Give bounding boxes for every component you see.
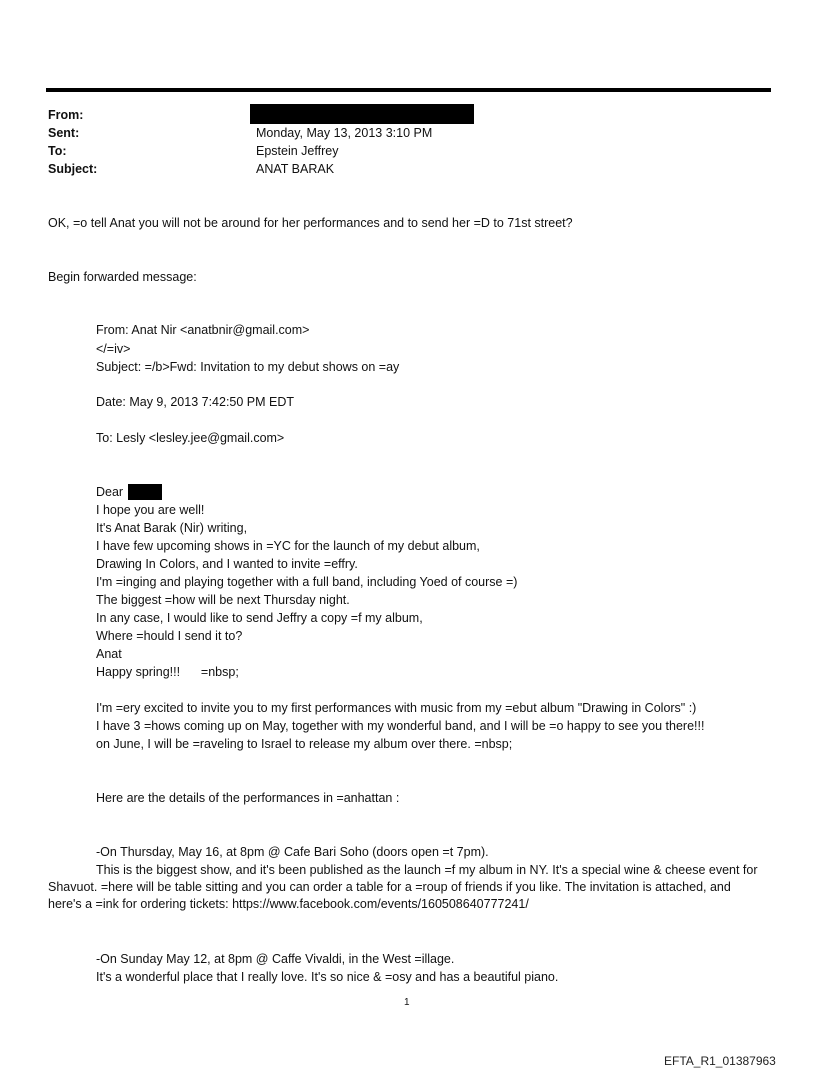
fwd-from: From: Anat Nir <anatbnir@gmail.com>	[96, 323, 310, 337]
sent-label: Sent:	[48, 126, 80, 140]
to-value: Epstein Jeffrey	[256, 144, 339, 158]
show2-description: It's a wonderful place that I really love. It's so nice & =osy and has a beautiful piano.	[96, 970, 559, 984]
intro-line: OK, =o tell Anat you will not be around for her performances and to send her =D to 71st street?	[48, 216, 573, 230]
show2-title: -On Sunday May 12, at 8pm @ Caffe Vivaldi, in the West =illage.	[96, 952, 455, 966]
header-rule	[46, 88, 771, 92]
subject-label: Subject:	[48, 162, 98, 176]
fwd-subject: Subject: =/b>Fwd: Invitation to my debut shows on =ay	[96, 360, 400, 374]
fwd-to: To: Lesly <lesley.jee@gmail.com>	[96, 431, 285, 445]
forward-intro: Begin forwarded message:	[48, 270, 197, 284]
message-line: The biggest =how will be next Thursday night.	[96, 593, 350, 607]
fwd-date: Date: May 9, 2013 7:42:50 PM EDT	[96, 395, 295, 409]
invite-line: on June, I will be =raveling to Israel to release my album over there. =nbsp;	[96, 737, 513, 751]
redaction-bar-name	[128, 484, 162, 500]
show1-description: This is the biggest show, and it's been published as the launch =f my album in NY. It's a special wine & cheese event for Shavuot. =here will be table sitting and you can order a table for a =roup of friends if you like. The invitation is attached, and here's a =ink for ordering tickets: https://www.facebook.com/events/160508640777241/	[48, 863, 758, 911]
greeting: Dear	[96, 485, 124, 499]
sent-value: Monday, May 13, 2013 3:10 PM	[256, 126, 433, 140]
page-number: 1	[404, 997, 410, 1008]
redaction-bar-from	[250, 104, 474, 124]
details-intro: Here are the details of the performances in =anhattan :	[96, 791, 400, 805]
fwd-div-close: </=iv>	[96, 342, 131, 356]
to-label: To:	[48, 144, 67, 158]
message-line: I'm =inging and playing together with a full band, including Yoed of course =)	[96, 575, 518, 589]
message-line: It's Anat Barak (Nir) writing,	[96, 521, 248, 535]
document-id-footer: EFTA_R1_01387963	[664, 1054, 776, 1068]
message-line: Happy spring!!! =nbsp;	[96, 665, 239, 679]
subject-value: ANAT BARAK	[256, 162, 335, 176]
from-label: From:	[48, 108, 84, 122]
message-line: I have few upcoming shows in =YC for the launch of my debut album,	[96, 539, 480, 553]
message-line: Anat	[96, 647, 122, 661]
message-line: In any case, I would like to send Jeffry a copy =f my album,	[96, 611, 423, 625]
message-line: I hope you are well!	[96, 503, 205, 517]
message-line: Drawing In Colors, and I wanted to invite =effry.	[96, 557, 358, 571]
invite-line: I'm =ery excited to invite you to my first performances with music from my =ebut album "Drawing in Colors" :)	[96, 701, 697, 715]
message-line: Where =hould I send it to?	[96, 629, 243, 643]
invite-line: I have 3 =hows coming up on May, together with my wonderful band, and I will be =o happy to see you there!!!	[96, 719, 705, 733]
show1-title: -On Thursday, May 16, at 8pm @ Cafe Bari Soho (doors open =t 7pm).	[96, 845, 489, 859]
